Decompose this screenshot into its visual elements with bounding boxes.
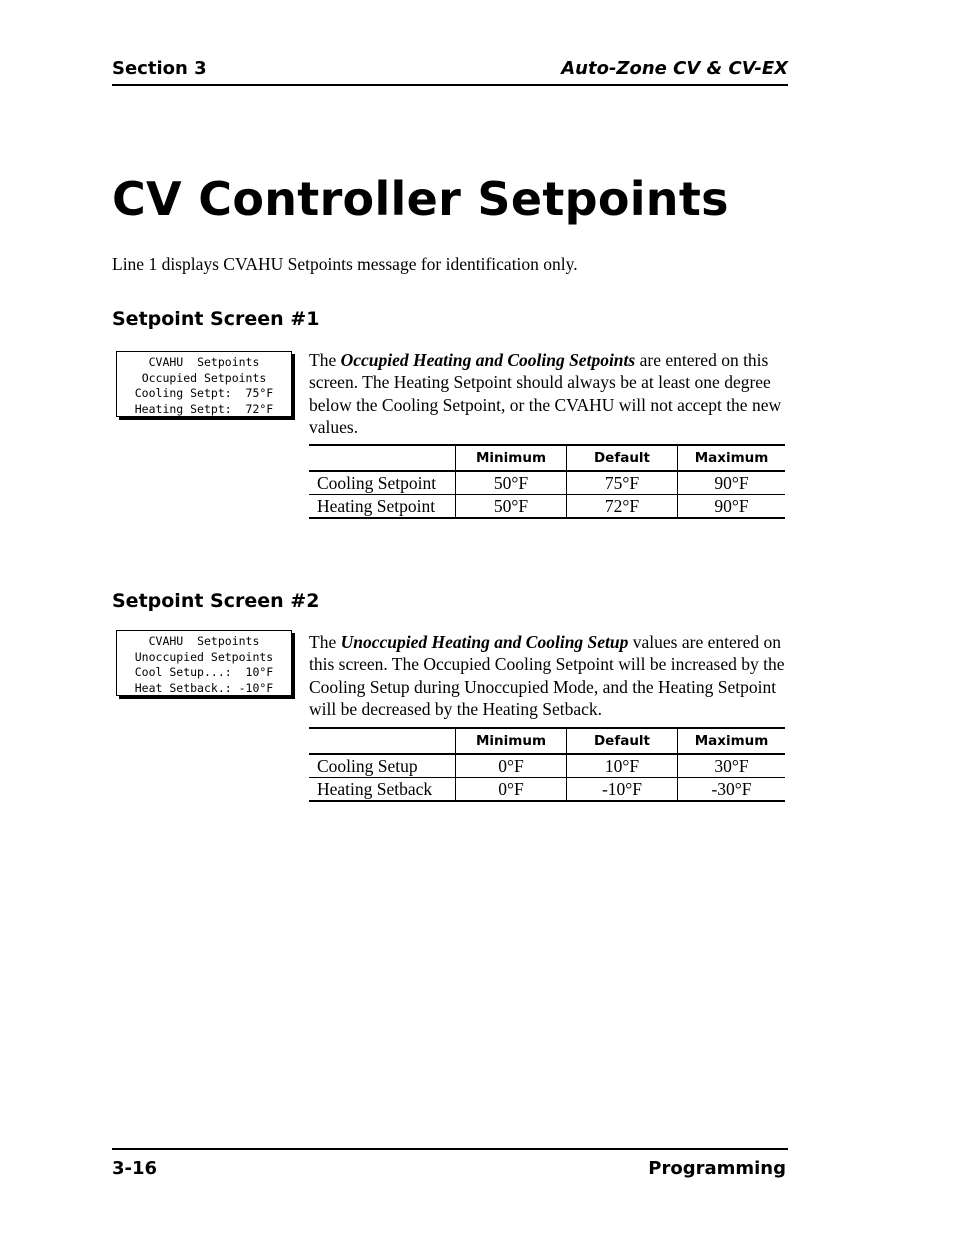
table-cell: 72°F — [567, 495, 678, 519]
table-header: Default — [567, 728, 678, 754]
table-cell: 10°F — [567, 754, 678, 778]
screen1-setpoint-table — [309, 444, 785, 519]
screen1-description: The Occupied Heating and Cooling Setpoints are entered on this screen. The Heating Setpoint should always be at least one degree below the Cooling Setpoint, or the CVAHU will not accept the new values. — [309, 350, 782, 437]
page-header — [112, 58, 788, 86]
chapter-name: Programming — [648, 1158, 786, 1179]
page-number: 3-16 — [112, 1158, 158, 1179]
lcd-line: Occupied Setpoints — [141, 370, 267, 385]
screen2-heading: Setpoint Screen #2 — [112, 590, 320, 612]
section-label: Section 3 — [112, 58, 207, 79]
table-cell: 90°F — [678, 495, 786, 519]
table-header-row — [309, 728, 785, 754]
table-cell: 0°F — [456, 778, 567, 802]
table-header: Minimum — [456, 445, 567, 471]
table-header: Minimum — [456, 728, 567, 754]
page-title: CV Controller Setpoints — [112, 172, 729, 226]
table-row — [309, 471, 785, 495]
table-cell: Cooling Setpoint — [309, 471, 456, 495]
table-cell: Heating Setback — [309, 778, 456, 802]
lcd-display-screen2 — [116, 630, 292, 696]
table-header: Maximum — [678, 728, 786, 754]
table-cell: 30°F — [678, 754, 786, 778]
lcd-line: Cooling Setpt: 75°F — [134, 386, 274, 400]
page-footer — [112, 1148, 788, 1180]
table-row — [309, 778, 785, 802]
table-row — [309, 754, 785, 778]
lcd-line: CVAHU Setpoints — [148, 355, 260, 369]
table-header: Maximum — [678, 445, 786, 471]
table-cell: 0°F — [456, 754, 567, 778]
table-cell: Cooling Setup — [309, 754, 456, 778]
table-cell: 50°F — [456, 495, 567, 519]
table-row — [309, 495, 785, 519]
table-cell: 50°F — [456, 471, 567, 495]
screen1-heading: Setpoint Screen #1 — [112, 308, 320, 330]
emphasis: Unoccupied Heating and Cooling Setup — [340, 632, 629, 652]
table-header — [309, 445, 456, 471]
table-cell: 75°F — [567, 471, 678, 495]
table-header — [309, 728, 456, 754]
table-cell: -10°F — [567, 778, 678, 802]
emphasis: Occupied Heating and Cooling Setpoints — [340, 350, 636, 370]
screen2-description: The Unoccupied Heating and Cooling Setup values are entered on this screen. The Occupied Cooling Setpoint will be increased by the Cooling Setup during Unoccupied Mode, and the Heating Setpoint will be decreased by the Heating Setback. — [309, 632, 785, 719]
table-header-row — [309, 445, 785, 471]
lcd-line: Heating Setpt: 72°F — [134, 401, 274, 416]
table-cell: Heating Setpoint — [309, 495, 456, 519]
lcd-line: CVAHU Setpoints — [148, 634, 260, 648]
table-cell: -30°F — [678, 778, 786, 802]
intro-text: Line 1 displays CVAHU Setpoints message for identification only. — [112, 254, 578, 274]
screen2-setup-table — [309, 727, 785, 802]
lcd-line: Cool Setup...: 10°F — [134, 665, 274, 679]
lcd-line: Unoccupied Setpoints — [134, 649, 274, 664]
lcd-line: Heat Setback.: -10°F — [134, 680, 274, 695]
table-header: Default — [567, 445, 678, 471]
product-name: Auto-Zone CV & CV-EX — [561, 58, 788, 79]
lcd-display-screen1 — [116, 351, 292, 417]
table-cell: 90°F — [678, 471, 786, 495]
